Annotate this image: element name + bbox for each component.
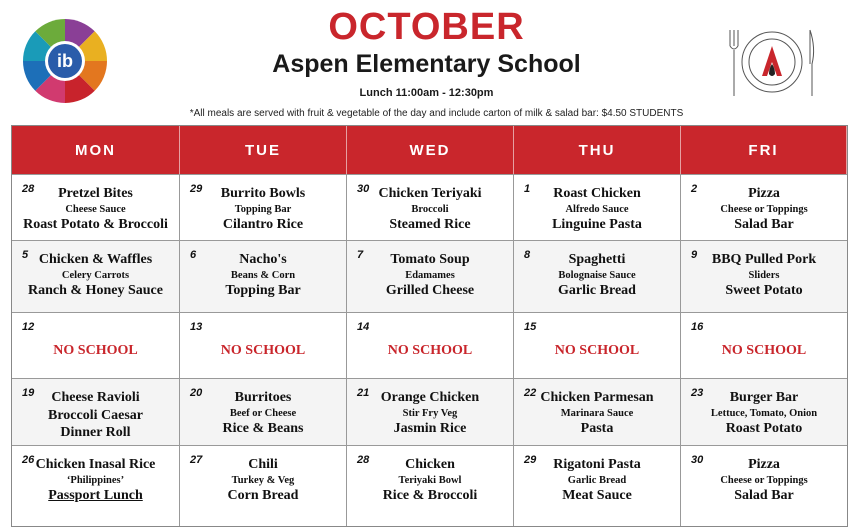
main-dish: Pizza — [748, 457, 780, 472]
calendar-cell — [12, 174, 180, 240]
main-dish: Tomato Soup — [390, 252, 470, 267]
menu-item — [514, 185, 680, 233]
side-dish: Marinara Sauce — [560, 407, 634, 419]
date-number: 13 — [190, 321, 203, 333]
main-dish: Chili — [248, 457, 278, 472]
date-number: 14 — [357, 321, 370, 333]
main-dish: Rigatoni Pasta — [553, 457, 641, 472]
calendar-cell — [347, 240, 514, 312]
calendar-cell — [514, 378, 681, 445]
side-dish: Turkey & Veg — [231, 474, 295, 486]
main-dish: Pizza — [748, 186, 780, 201]
date-number: 20 — [190, 387, 203, 399]
side-dish: Stir Fry Veg — [402, 407, 458, 419]
lunch-calendar — [11, 125, 848, 527]
accompaniment: Salad Bar — [734, 216, 794, 232]
date-number: 27 — [190, 454, 203, 466]
date-number: 1 — [524, 183, 531, 195]
menu-item — [12, 389, 179, 442]
accompaniment: Cilantro Rice — [222, 216, 304, 232]
menu-item — [180, 456, 346, 504]
date-number: 21 — [357, 387, 370, 399]
menu-item — [347, 185, 513, 233]
accompaniment: Pasta — [580, 420, 614, 436]
side-dish: Teriyaki Bowl — [398, 474, 462, 486]
side-dish: Celery Carrots — [61, 269, 130, 281]
date-number: 23 — [691, 387, 704, 399]
side-dish: Cheese or Toppings — [720, 474, 808, 486]
accompaniment: Broccoli Caesar — [48, 407, 143, 423]
main-dish: Burritoes — [234, 390, 292, 405]
side-dish: Broccoli — [411, 203, 449, 215]
accompaniment: Roast Potato & Broccoli — [23, 216, 168, 232]
accompaniment: Linguine Pasta — [552, 216, 642, 232]
date-number: 12 — [22, 321, 35, 333]
calendar-cell — [681, 240, 847, 312]
date-number: 19 — [22, 387, 35, 399]
date-number: 16 — [691, 321, 704, 333]
calendar-cell — [12, 378, 180, 445]
date-number: 22 — [524, 387, 537, 399]
no-school-label: NO SCHOOL — [721, 343, 807, 358]
calendar-cell — [180, 312, 347, 378]
svg-text:ib: ib — [57, 51, 73, 71]
calendar-cell — [180, 240, 347, 312]
main-dish: Roast Chicken — [553, 186, 641, 201]
menu-item — [347, 251, 513, 299]
accompaniment: Ranch & Honey Sauce — [28, 282, 163, 298]
menu-item — [12, 185, 179, 233]
date-number: 28 — [357, 454, 370, 466]
date-number: 30 — [357, 183, 370, 195]
day-header-mon: MON — [12, 126, 180, 174]
calendar-cell — [180, 174, 347, 240]
calendar-cell — [347, 445, 514, 526]
meal-note: *All meals are served with fruit & vegetable of the day and include carton of milk & salad bar: $4.50 STUDENTS — [189, 108, 684, 119]
date-number: 2 — [691, 183, 698, 195]
calendar-cell — [180, 445, 347, 526]
calendar-cell — [681, 312, 847, 378]
day-header-fri: FRI — [681, 126, 847, 174]
accompaniment: Sweet Potato — [725, 282, 803, 298]
menu-item — [347, 456, 513, 504]
menu-item — [514, 389, 680, 437]
side-dish: Lettuce, Tomato, Onion — [710, 407, 818, 419]
accompaniment: Topping Bar — [225, 282, 301, 298]
date-number: 28 — [22, 183, 35, 195]
calendar-cell — [347, 378, 514, 445]
main-dish: BBQ Pulled Pork — [711, 252, 817, 267]
date-number: 9 — [691, 249, 698, 261]
side-dish: Edamames — [405, 269, 455, 281]
main-dish: Chicken Parmesan — [540, 390, 654, 405]
date-number: 15 — [524, 321, 537, 333]
side-dish: Beans & Corn — [230, 269, 296, 281]
side-dish: Cheese Sauce — [65, 203, 126, 215]
calendar-cell — [681, 174, 847, 240]
date-number: 5 — [22, 249, 29, 261]
side-dish: Alfredo Sauce — [565, 203, 629, 215]
main-dish: Nacho's — [239, 252, 287, 267]
menu-item — [12, 251, 179, 299]
menu-item — [681, 251, 847, 299]
main-dish: Orange Chicken — [380, 390, 480, 405]
date-number: 6 — [190, 249, 197, 261]
side-dish: Topping Bar — [234, 203, 292, 215]
no-school-label: NO SCHOOL — [554, 343, 640, 358]
menu-item — [12, 456, 179, 504]
accompaniment: Garlic Bread — [558, 282, 636, 298]
calendar-cell — [514, 240, 681, 312]
school-name: Aspen Elementary School — [272, 50, 581, 78]
accompaniment: Passport Lunch — [48, 487, 143, 503]
accompaniment: Rice & Broccoli — [382, 487, 478, 503]
menu-item — [681, 389, 847, 437]
main-dish: Chicken — [405, 457, 455, 472]
menu-item — [514, 251, 680, 299]
accompaniment: Grilled Cheese — [385, 282, 475, 298]
plate-fork-knife-icon — [722, 24, 822, 100]
calendar-cell — [12, 240, 180, 312]
date-number: 7 — [357, 249, 364, 261]
main-dish: Chicken Teriyaki — [378, 186, 482, 201]
calendar-cell — [514, 445, 681, 526]
menu-item — [681, 456, 847, 504]
accompaniment: Roast Potato — [725, 420, 803, 436]
day-header-tue: TUE — [180, 126, 347, 174]
side-dish: ‘Philippines’ — [66, 474, 125, 486]
main-dish: Burger Bar — [729, 390, 799, 405]
menu-item — [180, 251, 346, 299]
main-dish: Cheese Ravioli — [51, 390, 140, 405]
lunch-time: Lunch 11:00am - 12:30pm — [359, 87, 494, 99]
menu-item — [681, 185, 847, 233]
header — [0, 0, 853, 124]
accompaniment: Steamed Rice — [389, 216, 471, 232]
date-number: 30 — [691, 454, 704, 466]
main-dish: Burrito Bowls — [220, 186, 306, 201]
calendar-cell — [514, 174, 681, 240]
date-number: 29 — [524, 454, 537, 466]
side-dish: Bolognaise Sauce — [558, 269, 636, 281]
menu-item — [180, 185, 346, 233]
accompaniment: Jasmin Rice — [393, 420, 467, 436]
calendar-cell — [347, 312, 514, 378]
day-header-wed: WED — [347, 126, 514, 174]
no-school-label: NO SCHOOL — [387, 343, 473, 358]
calendar-cell — [12, 312, 180, 378]
side-dish: Cheese or Toppings — [720, 203, 808, 215]
calendar-cell — [514, 312, 681, 378]
calendar-cell — [12, 445, 180, 526]
side-dish: Sliders — [748, 269, 780, 281]
day-header-thu: THU — [514, 126, 681, 174]
no-school-label: NO SCHOOL — [53, 343, 138, 358]
main-dish: Pretzel Bites — [58, 186, 133, 201]
side-dish: Garlic Bread — [567, 474, 627, 486]
menu-item — [180, 389, 346, 437]
calendar-cell — [347, 174, 514, 240]
accompaniment: Salad Bar — [734, 487, 794, 503]
accompaniment: Corn Bread — [227, 487, 299, 503]
accompaniment: Dinner Roll — [60, 425, 131, 440]
month-title: OCTOBER — [328, 6, 525, 48]
accompaniment: Meat Sauce — [562, 487, 632, 503]
menu-item — [514, 456, 680, 504]
main-dish: Spaghetti — [568, 252, 626, 267]
date-number: 29 — [190, 183, 203, 195]
no-school-label: NO SCHOOL — [220, 343, 306, 358]
main-dish: Chicken Inasal Rice — [35, 457, 156, 472]
menu-item — [347, 389, 513, 437]
accompaniment: Rice & Beans — [222, 420, 304, 436]
main-dish: Chicken & Waffles — [38, 252, 153, 267]
calendar-cell — [180, 378, 347, 445]
calendar-cell — [681, 378, 847, 445]
side-dish: Beef or Cheese — [229, 407, 297, 419]
date-number: 26 — [22, 454, 35, 466]
date-number: 8 — [524, 249, 531, 261]
calendar-cell — [681, 445, 847, 526]
